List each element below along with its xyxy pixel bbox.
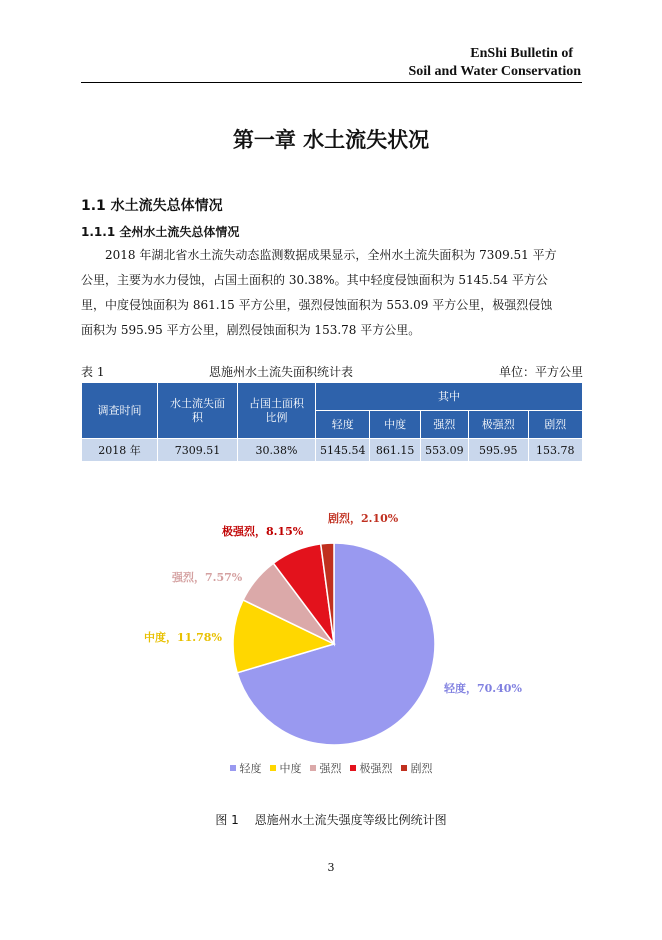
cell-value: 553.09 bbox=[420, 439, 468, 462]
header-line-2: Soil and Water Conservation bbox=[408, 64, 581, 79]
header-level: 极强烈 bbox=[468, 411, 528, 439]
section-heading: 1.1 水土流失总体情况 bbox=[81, 198, 223, 214]
paragraph-line-1: 2018 年湖北省水土流失动态监测数据成果显示，全州水土流失面积为 7309.51 平方 bbox=[105, 248, 557, 262]
cell-value: 5145.54 bbox=[316, 439, 370, 462]
figure-title: 恩施州水土流失强度等级比例统计图 bbox=[254, 813, 447, 827]
legend-item bbox=[230, 760, 262, 776]
pie-data-label: 轻度，70.40% bbox=[444, 682, 522, 695]
table-label: 表 1 bbox=[81, 365, 105, 379]
pie-data-label: 中度，11.78% bbox=[144, 631, 222, 644]
header-line-1: EnShi Bulletin of bbox=[470, 46, 573, 61]
legend-item bbox=[310, 760, 342, 776]
header-among: 其中 bbox=[316, 383, 583, 411]
paragraph-line-3: 里，中度侵蚀面积为 861.15 平方公里，强烈侵蚀面积为 553.09 平方公里，极强烈侵蚀 bbox=[81, 298, 553, 312]
legend-swatch bbox=[401, 765, 407, 771]
legend-swatch bbox=[230, 765, 236, 771]
subsection-heading: 1.1.1 全州水土流失总体情况 bbox=[81, 225, 240, 239]
figure-caption bbox=[0, 811, 662, 828]
figure-label: 图 1 bbox=[215, 813, 239, 827]
legend-label: 极强烈 bbox=[359, 762, 393, 775]
legend-swatch bbox=[270, 765, 276, 771]
cell-time: 2018 年 bbox=[82, 439, 158, 462]
legend-label: 强烈 bbox=[319, 762, 342, 775]
header-level: 剧烈 bbox=[528, 411, 583, 439]
cell-value: 595.95 bbox=[468, 439, 528, 462]
paragraph-line-2: 公里，主要为水力侵蚀，占国土面积的 30.38%。其中轻度侵蚀面积为 5145.54 平方公 bbox=[81, 273, 548, 287]
table-unit: 单位：平方公里 bbox=[498, 365, 583, 379]
header-area: 水土流失面积 bbox=[157, 383, 237, 439]
legend-item bbox=[270, 760, 302, 776]
legend-swatch bbox=[310, 765, 316, 771]
chapter-title: 第一章 水土流失状况 bbox=[232, 128, 430, 152]
header-level: 中度 bbox=[370, 411, 420, 439]
cell-ratio: 30.38% bbox=[238, 439, 316, 462]
header-level: 强烈 bbox=[420, 411, 468, 439]
legend-label: 中度 bbox=[279, 762, 302, 775]
legend-label: 剧烈 bbox=[410, 762, 433, 775]
paragraph-line-4: 面积为 595.95 平方公里，剧烈侵蚀面积为 153.78 平方公里。 bbox=[81, 323, 421, 337]
cell-value: 861.15 bbox=[370, 439, 420, 462]
header-time: 调查时间 bbox=[82, 383, 158, 439]
header-ratio: 占国土面积比例 bbox=[238, 383, 316, 439]
cell-value: 153.78 bbox=[528, 439, 583, 462]
table-title: 恩施州水土流失面积统计表 bbox=[208, 365, 353, 379]
legend-item bbox=[401, 760, 433, 776]
header-level: 轻度 bbox=[316, 411, 370, 439]
legend-swatch bbox=[350, 765, 356, 771]
page-number: 3 bbox=[327, 861, 335, 874]
pie-data-label: 极强烈，8.15% bbox=[222, 525, 304, 538]
pie-data-label: 剧烈，2.10% bbox=[328, 512, 399, 525]
chart-legend bbox=[0, 760, 662, 776]
pie-data-label: 强烈，7.57% bbox=[172, 571, 243, 584]
cell-area: 7309.51 bbox=[157, 439, 237, 462]
legend-item bbox=[350, 760, 393, 776]
legend-label: 轻度 bbox=[239, 762, 262, 775]
